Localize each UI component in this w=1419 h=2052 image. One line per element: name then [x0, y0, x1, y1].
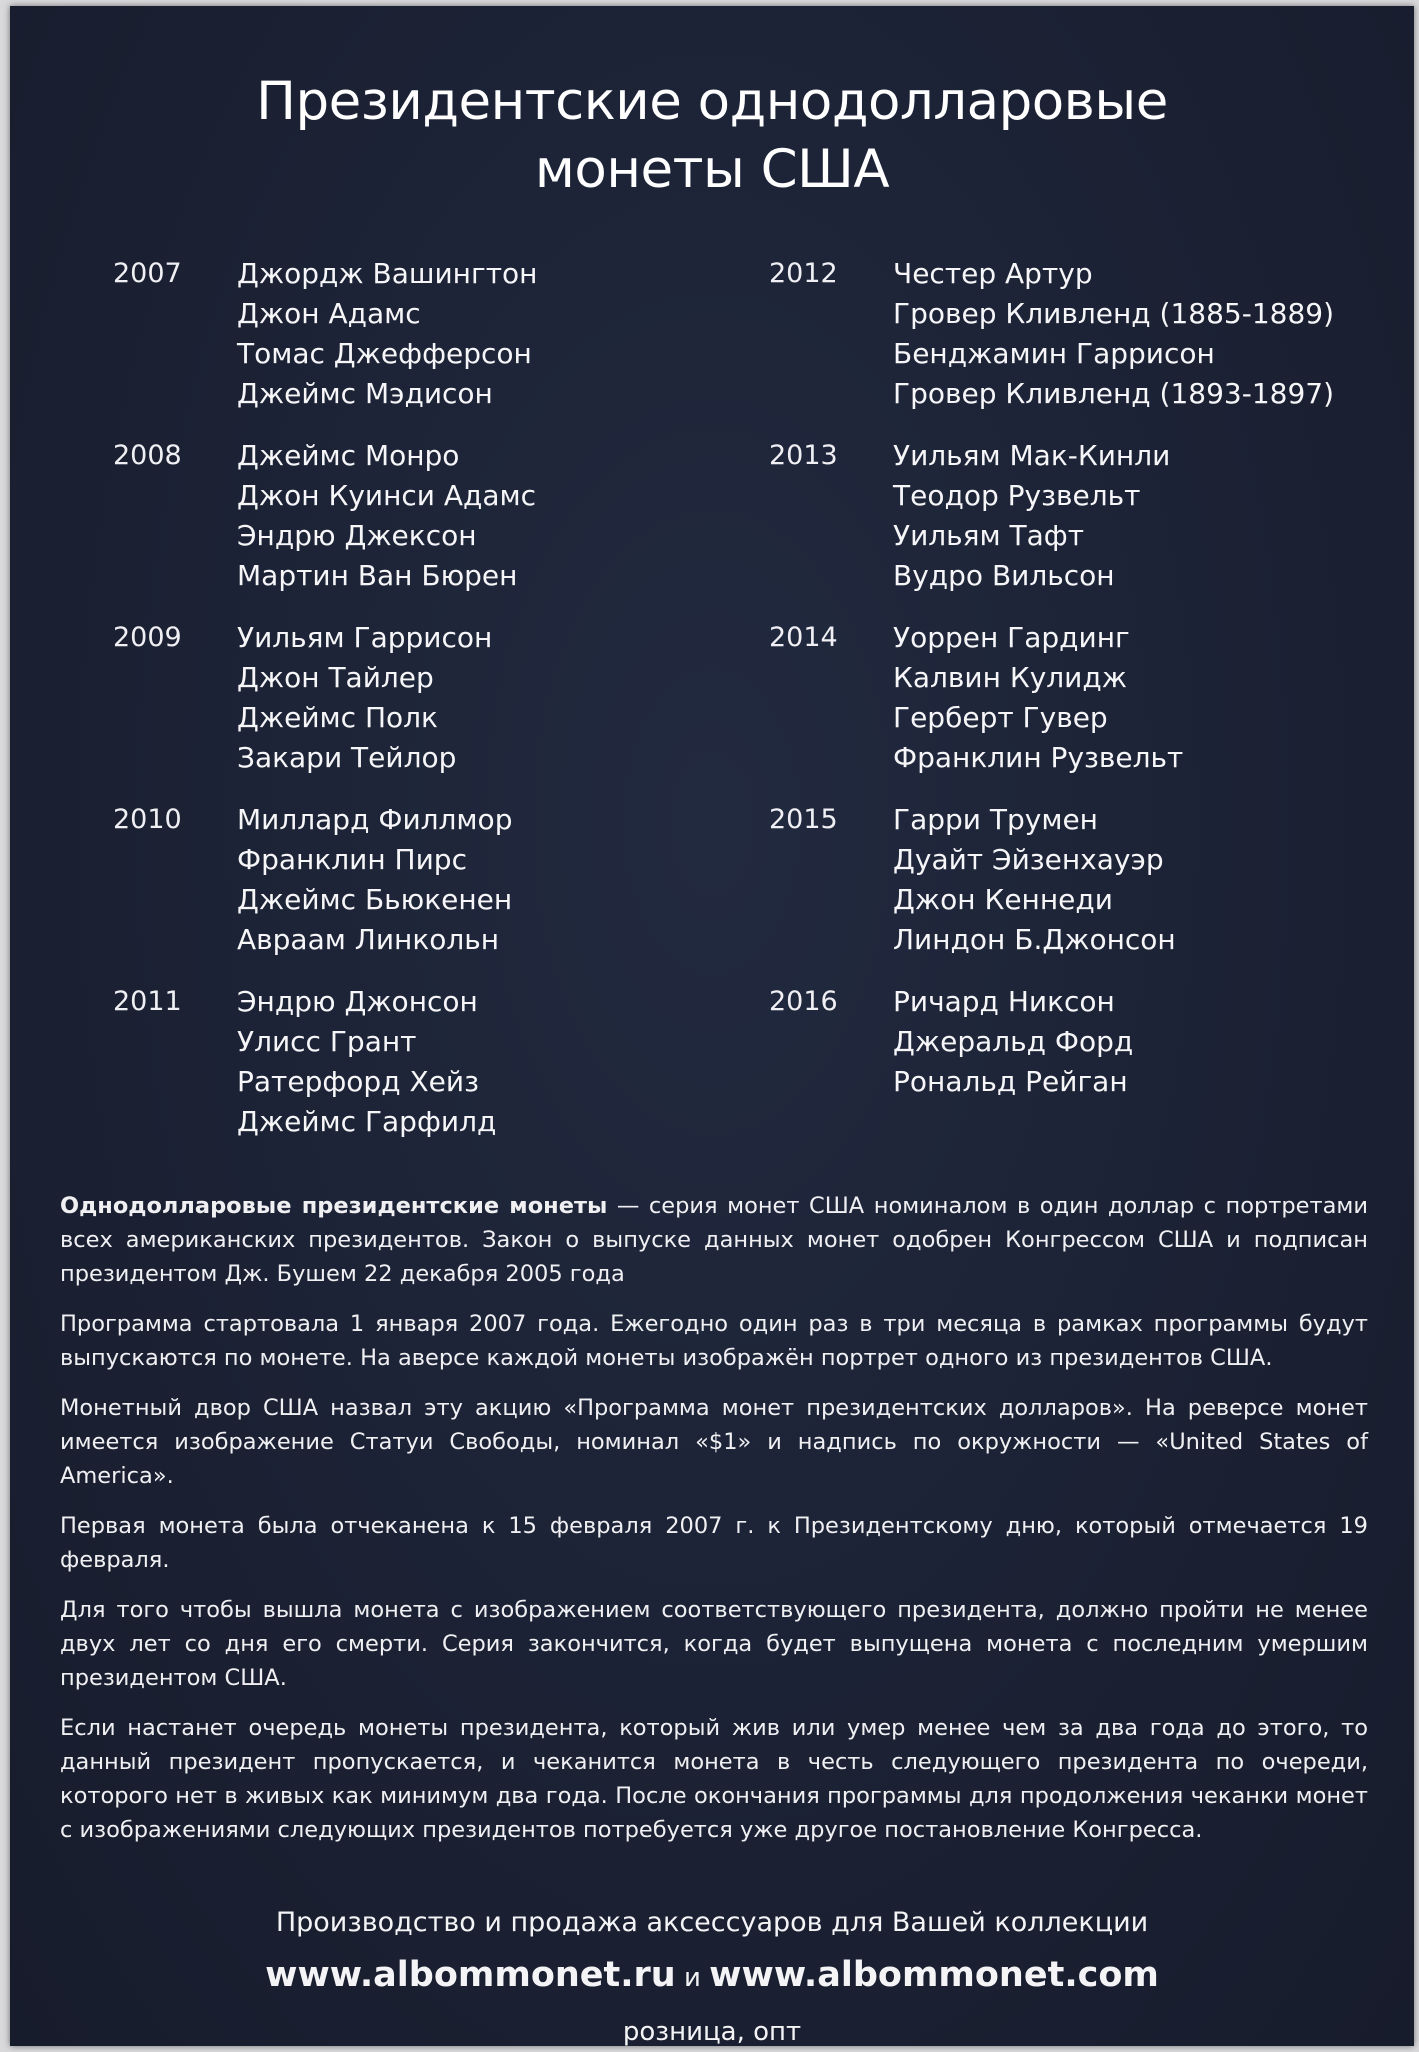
president-name: Ратерфорд Хейз: [237, 1065, 479, 1098]
document-page: [10, 6, 1414, 2046]
paragraph-6: Если настанет очередь монеты президента, который жив или умер менее чем за два года до этого, то данный президент пропускается, и чеканится монета в честь следующего президента по очереди, которого нет в живых как минимум два года. После окончания программы для продолжения чеканки монет с изображениями следующих президентов потребуется уже другое постановление Конгресса.: [60, 1715, 1368, 1843]
paragraph-1-rest: — серия монет США номиналом в один доллар с портретами всех американских президентов. Закон о выпуске данных монет одобрен Конгрессом США и подписан президентом Дж. Бушем 22 декабря 2005 года: [60, 1193, 1369, 1287]
president-name: Джеральд Форд: [893, 1025, 1134, 1058]
president-list: [237, 254, 537, 414]
president-name: Миллард Филлмор: [237, 803, 513, 836]
president-name: Джордж Вашингтон: [237, 257, 538, 290]
footer: [10, 1903, 1414, 2052]
president-name: Герберт Гувер: [893, 701, 1108, 734]
president-list: [237, 436, 536, 596]
president-name: Уильям Мак-Кинли: [893, 439, 1171, 472]
president-name: Джеймс Гарфилд: [237, 1105, 497, 1138]
president-name: Теодор Рузвельт: [893, 479, 1141, 512]
president-list: [893, 618, 1183, 778]
president-name: Джон Куинси Адамс: [237, 479, 537, 512]
website-link-ru: www.albommonet.ru: [265, 1955, 676, 1995]
page-title: [10, 68, 1414, 204]
year-label: 2014: [769, 622, 838, 653]
president-name: Гровер Кливленд (1885-1889): [893, 297, 1335, 330]
president-name: Джеймс Полк: [237, 701, 438, 734]
president-name: Уильям Тафт: [893, 519, 1085, 552]
president-name: Гровер Кливленд (1893-1897): [893, 377, 1335, 410]
president-list: [237, 982, 496, 1142]
president-name: Томас Джефферсон: [237, 337, 532, 370]
year-label: 2007: [113, 258, 182, 289]
president-list: [237, 618, 492, 778]
title-line-2: монеты США: [534, 139, 890, 200]
president-name: Джеймс Бьюкенен: [237, 883, 513, 916]
year-label: 2011: [113, 986, 182, 1017]
year-label: 2008: [113, 440, 182, 471]
president-name: Авраам Линкольн: [237, 923, 500, 956]
footer-and: и: [675, 1963, 710, 1993]
president-name: Эндрю Джексон: [237, 519, 477, 552]
title-line-1: Президентские однодолларовые: [256, 71, 1168, 132]
paragraph-5: Для того чтобы вышла монета с изображением соответствующего президента, должно пройти не менее двух лет со дня его смерти. Серия закончится, когда будет выпущена монета с последним умершим президентом США.: [60, 1597, 1368, 1691]
year-label: 2010: [113, 804, 182, 835]
paragraph-2: Программа стартовала 1 января 2007 года. Ежегодно один раз в три месяца в рамках программы будут выпускаются по монете. На аверсе каждой монеты изображён портрет одного из президентов США.: [60, 1311, 1368, 1371]
year-label: 2009: [113, 622, 182, 653]
president-name: Закари Тейлор: [237, 741, 457, 774]
president-name: Эндрю Джонсон: [237, 985, 478, 1018]
president-name: Честер Артур: [893, 257, 1093, 290]
footer-retail-wholesale: розница, опт: [622, 2017, 802, 2047]
paragraph-1: [60, 1189, 1368, 1291]
president-name: Джеймс Мэдисон: [237, 377, 493, 410]
year-label: 2013: [769, 440, 838, 471]
president-name: Бенджамин Гаррисон: [893, 337, 1215, 370]
president-name: Дуайт Эйзенхауэр: [893, 843, 1164, 876]
president-name: Улисс Грант: [237, 1025, 417, 1058]
president-name: Джон Кеннеди: [893, 883, 1113, 916]
president-list: [893, 436, 1170, 596]
president-name: Рональд Рейган: [893, 1065, 1128, 1098]
president-name: Франклин Пирс: [237, 843, 467, 876]
president-name: Джон Тайлер: [237, 661, 434, 694]
paragraph-3: Монетный двор США назвал эту акцию «Программа монет президентских долларов». На реверсе монет имеется изображение Статуи Свободы, номинал «$1» и надпись по окружности — «United States of America».: [60, 1395, 1368, 1489]
president-name: Ричард Никсон: [893, 985, 1115, 1018]
footer-websites: [10, 1949, 1414, 2004]
president-name: Калвин Кулидж: [893, 661, 1127, 694]
president-list: [893, 254, 1334, 414]
president-name: Мартин Ван Бюрен: [237, 559, 518, 592]
president-name: Джеймс Монро: [237, 439, 460, 472]
year-label: 2015: [769, 804, 838, 835]
president-name: Франклин Рузвельт: [893, 741, 1184, 774]
footer-tagline: Производство и продажа аксессуаров для Вашей коллекции: [275, 1907, 1149, 1938]
paragraph-4: Первая монета была отчеканена к 15 февраля 2007 г. к Президентскому дню, который отмечается 19 февраля.: [60, 1513, 1368, 1573]
president-name: Уильям Гаррисон: [237, 621, 493, 654]
president-name: Линдон Б.Джонсон: [893, 923, 1176, 956]
president-name: Вудро Вильсон: [893, 559, 1115, 592]
year-label: 2016: [769, 986, 838, 1017]
president-name: Джон Адамс: [237, 297, 421, 330]
president-name: Уоррен Гардинг: [893, 621, 1130, 654]
president-list: [893, 982, 1133, 1102]
year-label: 2012: [769, 258, 838, 289]
president-list: [893, 800, 1176, 960]
paragraph-1-bold: Однодолларовые президентские монеты: [60, 1193, 608, 1219]
president-name: Гарри Трумен: [893, 803, 1098, 836]
description-text: [60, 1189, 1368, 1863]
website-link-com: www.albommonet.com: [709, 1955, 1159, 1995]
president-list: [237, 800, 512, 960]
